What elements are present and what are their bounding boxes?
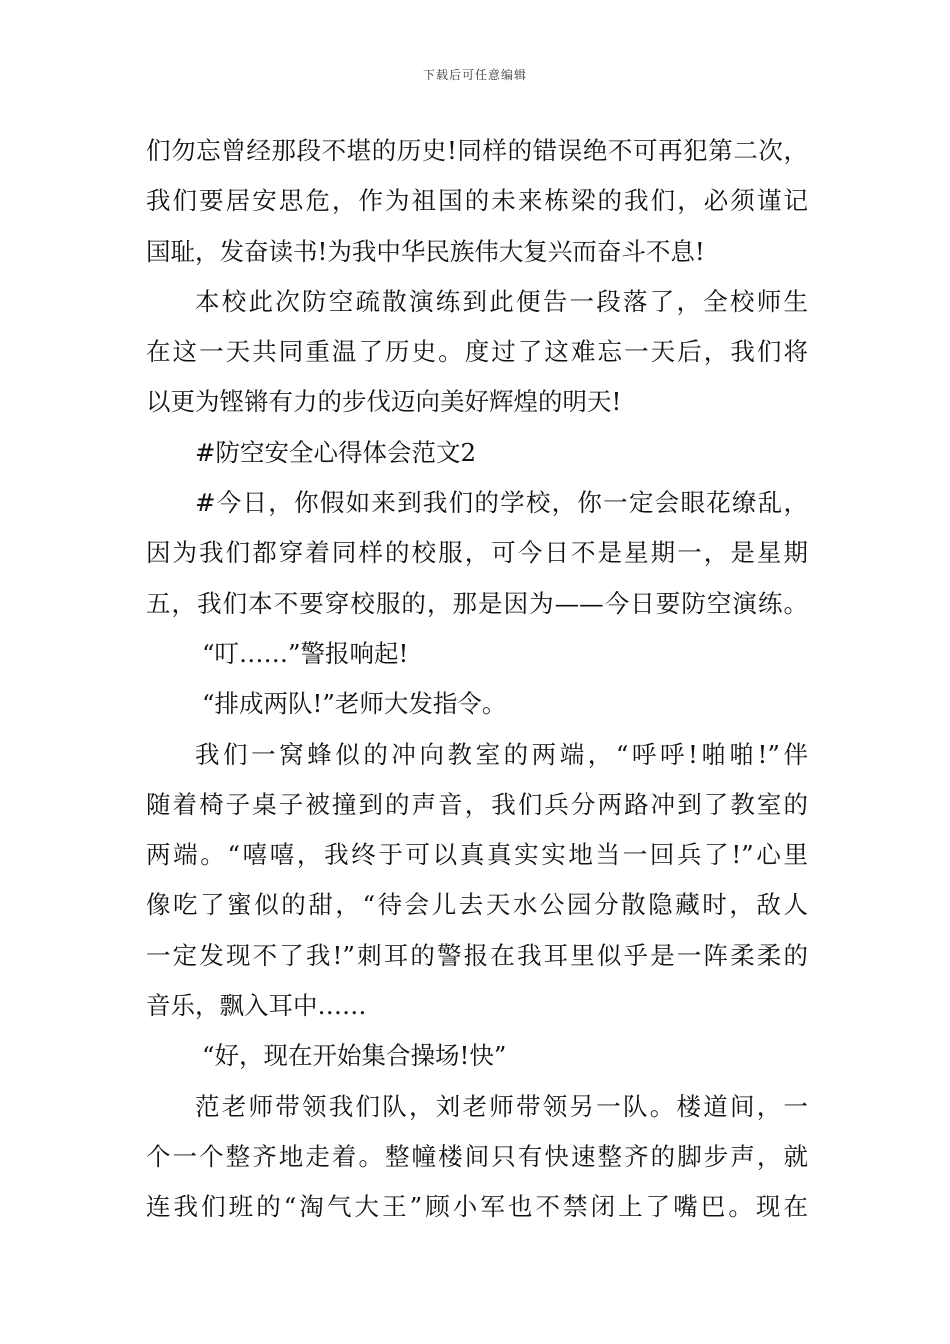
- text-line: 因为我们都穿着同样的校服，可今日不是星期一，是星期: [146, 538, 808, 568]
- paragraph-start-line: “排成两队!”老师大发指令。: [202, 689, 507, 719]
- text-line: 个一个整齐地走着。整幢楼间只有快速整齐的脚步声，就: [146, 1141, 808, 1171]
- text-line: 像吃了蜜似的甜，“待会儿去天水公园分散隐藏时，敌人: [146, 890, 808, 920]
- text-line: 五，我们本不要穿校服的，那是因为——今日要防空演练。: [146, 588, 808, 618]
- text-line: 在这一天共同重温了历史。度过了这难忘一天后，我们将: [146, 337, 808, 367]
- text-line: 国耻，发奋读书!为我中华民族伟大复兴而奋斗不息!: [146, 236, 705, 266]
- text-line: 连我们班的“淘气大王”顾小军也不禁闭上了嘴巴。现在: [146, 1192, 808, 1222]
- page-header: 下载后可任意编辑: [422, 68, 527, 82]
- paragraph-start-line: 本校此次防空疏散演练到此便告一段落了，全校师生: [195, 286, 808, 316]
- text-line: 音乐，飘入耳中……: [146, 991, 367, 1021]
- paragraph-start-line: 我们一窝蜂似的冲向教室的两端，“呼呼!啪啪!”伴: [195, 739, 808, 769]
- paragraph-start-line: “叮……”警报响起!: [202, 638, 409, 668]
- text-line: 们勿忘曾经那段不堪的历史!同样的错误绝不可再犯第二次，: [146, 136, 808, 165]
- paragraph-start-line: “好，现在开始集合操场!快”: [202, 1041, 507, 1071]
- paragraph-start-line: 范老师带领我们队，刘老师带领另一队。楼道间，一: [195, 1091, 808, 1121]
- text-line: 随着椅子桌子被撞到的声音，我们兵分两路冲到了教室的: [146, 789, 808, 819]
- paragraph-start-line: #今日，你假如来到我们的学校，你一定会眼花缭乱，: [195, 488, 808, 518]
- text-line: 一定发现不了我!”刺耳的警报在我耳里似乎是一阵柔柔的: [146, 940, 808, 970]
- text-line: 两端。“嘻嘻，我终于可以真真实实地当一回兵了!”心里: [146, 840, 808, 870]
- text-line: 以更为铿锵有力的步伐迈向美好辉煌的明天!: [146, 387, 622, 417]
- text-line: 我们要居安思危，作为祖国的未来栋梁的我们，必须谨记: [146, 186, 808, 216]
- section-heading: #防空安全心得体会范文2: [195, 437, 477, 467]
- document-body: [146, 126, 808, 1233]
